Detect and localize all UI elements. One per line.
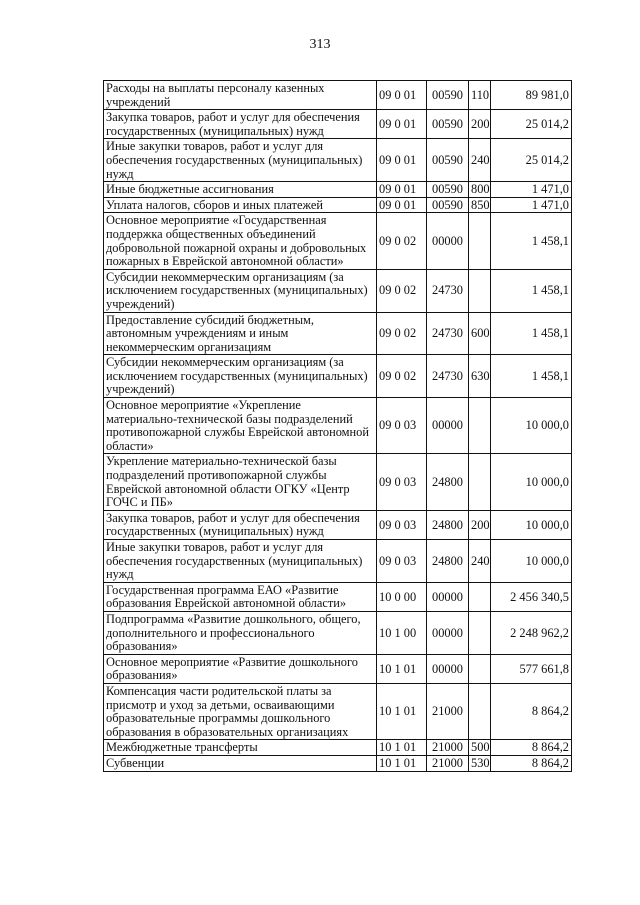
program-code-cell: 09 0 02 [377,269,427,312]
amount-cell: 25 014,2 [491,110,572,139]
expense-type-cell [469,269,491,312]
table-row [104,654,572,683]
expense-type-cell: 110 [469,81,491,110]
expense-type-cell: 800 [469,182,491,198]
direction-code-cell: 00000 [427,582,469,611]
program-code-cell: 10 0 00 [377,582,427,611]
budget-table-body [104,81,572,772]
amount-cell: 1 458,1 [491,355,572,398]
program-code-cell: 09 0 03 [377,398,427,454]
table-row [104,398,572,454]
expense-type-cell [469,683,491,739]
direction-code-cell: 24800 [427,454,469,510]
program-code-cell: 09 0 03 [377,540,427,583]
expense-name-cell: Укрепление материально-технической базы подразделений противопожарной службы Еврейской автономной области ОГКУ «Центр ГОЧС и ПБ» [104,454,377,510]
direction-code-cell: 24730 [427,312,469,355]
expense-type-cell [469,611,491,654]
table-row [104,197,572,213]
amount-cell: 2 248 962,2 [491,611,572,654]
expense-name-cell: Расходы на выплаты персоналу казенных учреждений [104,81,377,110]
program-code-cell: 10 1 01 [377,740,427,756]
direction-code-cell: 21000 [427,755,469,771]
expense-name-cell: Субвенции [104,755,377,771]
direction-code-cell: 00590 [427,182,469,198]
expense-type-cell: 240 [469,540,491,583]
amount-cell: 8 864,2 [491,683,572,739]
amount-cell: 10 000,0 [491,540,572,583]
expense-type-cell: 530 [469,755,491,771]
direction-code-cell: 24800 [427,540,469,583]
expense-name-cell: Субсидии некоммерческим организациям (за исключением государственных (муниципальных) учреждений) [104,355,377,398]
direction-code-cell: 21000 [427,683,469,739]
table-row [104,540,572,583]
direction-code-cell: 00000 [427,213,469,269]
expense-type-cell: 200 [469,110,491,139]
amount-cell: 577 661,8 [491,654,572,683]
amount-cell: 2 456 340,5 [491,582,572,611]
amount-cell: 1 458,1 [491,312,572,355]
direction-code-cell: 00000 [427,654,469,683]
table-row [104,683,572,739]
expense-name-cell: Иные закупки товаров, работ и услуг для обеспечения государственных (муниципальных) нужд [104,540,377,583]
expense-name-cell: Межбюджетные трансферты [104,740,377,756]
direction-code-cell: 00590 [427,197,469,213]
table-row [104,355,572,398]
table-row [104,755,572,771]
expense-name-cell: Основное мероприятие «Развитие дошкольного образования» [104,654,377,683]
expense-name-cell: Закупка товаров, работ и услуг для обеспечения государственных (муниципальных) нужд [104,110,377,139]
direction-code-cell: 00590 [427,110,469,139]
expense-type-cell [469,654,491,683]
expense-type-cell: 200 [469,510,491,539]
program-code-cell: 10 1 01 [377,755,427,771]
amount-cell: 1 458,1 [491,213,572,269]
table-row [104,110,572,139]
program-code-cell: 09 0 02 [377,355,427,398]
direction-code-cell: 24800 [427,510,469,539]
program-code-cell: 09 0 02 [377,213,427,269]
budget-table [103,80,572,772]
table-row [104,213,572,269]
amount-cell: 8 864,2 [491,740,572,756]
program-code-cell: 09 0 01 [377,139,427,182]
expense-name-cell: Компенсация части родительской платы за присмотр и уход за детьми, осваивающими образовательные программы дошкольного образования в образовательных организациях [104,683,377,739]
direction-code-cell: 24730 [427,269,469,312]
program-code-cell: 09 0 01 [377,197,427,213]
expense-name-cell: Основное мероприятие «Государственная поддержка общественных объединений добровольной пожарной охраны и добровольных пожарных в Еврейской автономной области» [104,213,377,269]
amount-cell: 10 000,0 [491,398,572,454]
expense-name-cell: Государственная программа ЕАО «Развитие образования Еврейской автономной области» [104,582,377,611]
program-code-cell: 09 0 03 [377,454,427,510]
expense-name-cell: Субсидии некоммерческим организациям (за исключением государственных (муниципальных) учреждений) [104,269,377,312]
program-code-cell: 10 1 00 [377,611,427,654]
program-code-cell: 09 0 02 [377,312,427,355]
direction-code-cell: 00000 [427,398,469,454]
amount-cell: 25 014,2 [491,139,572,182]
expense-name-cell: Закупка товаров, работ и услуг для обеспечения государственных (муниципальных) нужд [104,510,377,539]
expense-name-cell: Подпрограмма «Развитие дошкольного, общего, дополнительного и профессионального образования» [104,611,377,654]
program-code-cell: 10 1 01 [377,683,427,739]
program-code-cell: 09 0 01 [377,81,427,110]
expense-name-cell: Предоставление субсидий бюджетным, автономным учреждениям и иным некоммерческим организациям [104,312,377,355]
amount-cell: 1 471,0 [491,182,572,198]
table-row [104,81,572,110]
expense-name-cell: Иные закупки товаров, работ и услуг для обеспечения государственных (муниципальных) нужд [104,139,377,182]
expense-name-cell: Иные бюджетные ассигнования [104,182,377,198]
table-row [104,182,572,198]
page-number: 313 [309,37,331,52]
table-row [104,582,572,611]
expense-type-cell: 630 [469,355,491,398]
direction-code-cell: 21000 [427,740,469,756]
amount-cell: 10 000,0 [491,510,572,539]
table-row [104,740,572,756]
direction-code-cell: 24730 [427,355,469,398]
expense-type-cell [469,582,491,611]
table-row [104,139,572,182]
expense-type-cell: 850 [469,197,491,213]
expense-type-cell: 500 [469,740,491,756]
expense-type-cell [469,398,491,454]
expense-name-cell: Уплата налогов, сборов и иных платежей [104,197,377,213]
amount-cell: 10 000,0 [491,454,572,510]
table-row [104,510,572,539]
expense-type-cell: 240 [469,139,491,182]
direction-code-cell: 00590 [427,139,469,182]
expense-type-cell [469,454,491,510]
amount-cell: 8 864,2 [491,755,572,771]
amount-cell: 1 471,0 [491,197,572,213]
table-row [104,269,572,312]
table-row [104,611,572,654]
program-code-cell: 09 0 01 [377,182,427,198]
table-row [104,454,572,510]
amount-cell: 89 981,0 [491,81,572,110]
program-code-cell: 10 1 01 [377,654,427,683]
expense-name-cell: Основное мероприятие «Укрепление материально-технической базы подразделений противопожарной службы Еврейской автономной области» [104,398,377,454]
direction-code-cell: 00590 [427,81,469,110]
program-code-cell: 09 0 01 [377,110,427,139]
expense-type-cell: 600 [469,312,491,355]
expense-type-cell [469,213,491,269]
direction-code-cell: 00000 [427,611,469,654]
table-row [104,312,572,355]
amount-cell: 1 458,1 [491,269,572,312]
program-code-cell: 09 0 03 [377,510,427,539]
